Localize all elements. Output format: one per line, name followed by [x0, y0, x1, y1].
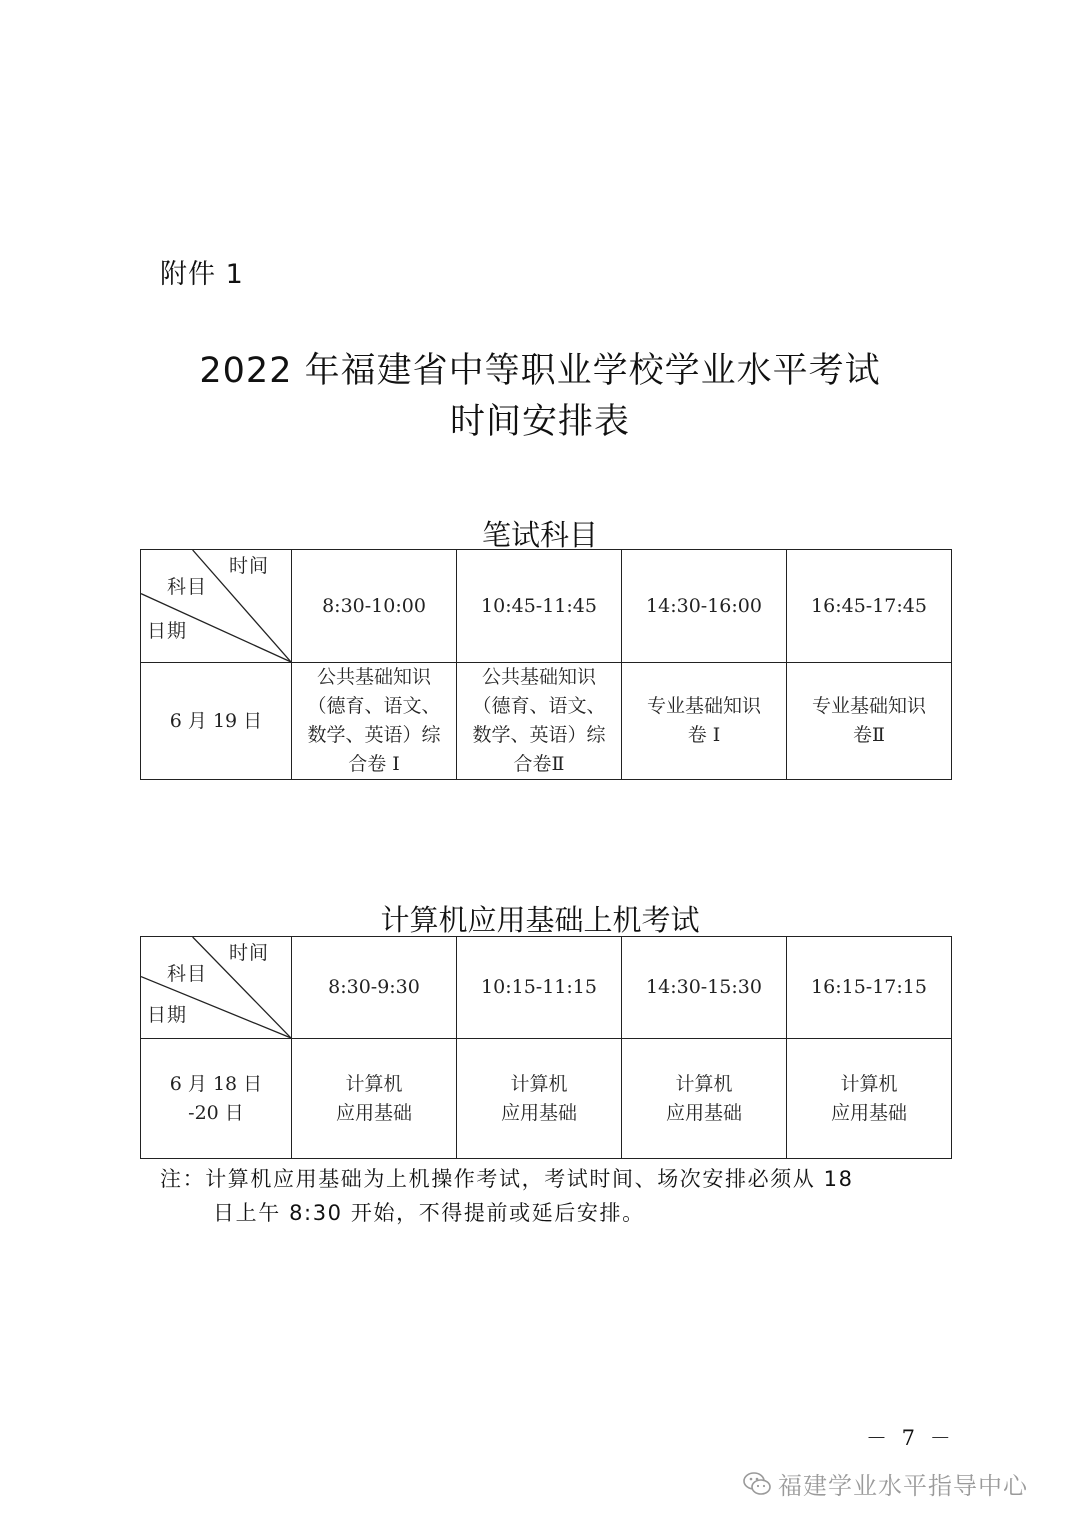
subject-line: 卷Ⅱ	[853, 724, 885, 746]
wechat-icon	[742, 1470, 772, 1498]
date-line: -20 日	[188, 1101, 244, 1124]
subject-line: 数学、英语）综	[472, 724, 606, 746]
corner-header-cell	[141, 937, 292, 1039]
watermark	[742, 1466, 1028, 1501]
table-row	[141, 663, 952, 780]
page-number: － 7 －	[866, 1426, 955, 1450]
time-slot-header: 10:45-11:45	[457, 550, 622, 663]
subject-cell	[457, 1039, 622, 1159]
subject-line: 专业基础知识	[646, 695, 761, 717]
subject-line: 数学、英语）综	[307, 724, 441, 746]
subject-cell	[787, 1039, 952, 1159]
corner-date-label: 日期	[147, 1004, 188, 1026]
subject-cell	[622, 663, 787, 780]
subject-line: 公共基础知识	[316, 666, 431, 688]
subject-line: 专业基础知识	[811, 695, 926, 717]
computer-exam-table	[140, 936, 952, 1159]
table2-caption: 计算机应用基础上机考试	[380, 903, 700, 937]
date-cell	[141, 1039, 292, 1159]
subject-line: 计算机	[345, 1072, 403, 1095]
subject-line: 应用基础	[500, 1101, 577, 1124]
subject-cell	[457, 663, 622, 780]
attachment-label: 附件 1	[160, 259, 244, 290]
table1-caption: 笔试科目	[481, 518, 598, 552]
written-exam-table	[140, 549, 952, 780]
subject-cell	[787, 663, 952, 780]
subject-line: 卷 I	[687, 724, 721, 746]
time-slot-header: 14:30-15:30	[622, 937, 787, 1039]
time-slot-header: 8:30-10:00	[292, 550, 457, 663]
subject-line: 应用基础	[335, 1101, 412, 1124]
date-line: 6 月 18 日	[169, 1072, 263, 1095]
time-slot-header: 10:15-11:15	[457, 937, 622, 1039]
subject-line: 应用基础	[665, 1101, 742, 1124]
subject-line: 计算机	[675, 1072, 733, 1095]
subject-line: 合卷Ⅱ	[513, 753, 565, 775]
time-slot-header: 16:15-17:15	[787, 937, 952, 1039]
corner-time-label: 时间	[228, 555, 269, 577]
corner-date-label: 日期	[147, 620, 188, 642]
subject-line: 公共基础知识	[481, 666, 596, 688]
date-cell: 6 月 19 日	[141, 663, 292, 780]
subject-cell	[292, 663, 457, 780]
footnote-line1: 注：计算机应用基础为上机操作考试，考试时间、场次安排必须从 18	[160, 1167, 854, 1191]
time-slot-header: 14:30-16:00	[622, 550, 787, 663]
time-slot-header: 8:30-9:30	[292, 937, 457, 1039]
table-header-row	[141, 550, 952, 663]
subject-cell	[622, 1039, 787, 1159]
table-header-row	[141, 937, 952, 1039]
corner-subject-label: 科目	[167, 963, 208, 985]
subject-line: 计算机	[840, 1072, 898, 1095]
subject-cell	[292, 1039, 457, 1159]
document-title-line1: 2022 年福建省中等职业学校学业水平考试	[199, 351, 881, 391]
time-slot-header: 16:45-17:45	[787, 550, 952, 663]
subject-line: 应用基础	[830, 1101, 907, 1124]
watermark-text: 福建学业水平指导中心	[778, 1472, 1028, 1500]
footnote	[160, 1162, 940, 1230]
table-row	[141, 1039, 952, 1159]
subject-line: （德育、语文、	[307, 695, 441, 717]
subject-line: 计算机	[510, 1072, 568, 1095]
footnote-line2: 日上午 8:30 开始，不得提前或延后安排。	[213, 1201, 645, 1225]
corner-subject-label: 科目	[167, 576, 208, 598]
subject-line: （德育、语文、	[472, 695, 606, 717]
document-title-line2: 时间安排表	[449, 402, 630, 442]
corner-header-cell	[141, 550, 292, 663]
subject-line: 合卷 I	[348, 753, 400, 775]
corner-time-label: 时间	[228, 942, 269, 964]
